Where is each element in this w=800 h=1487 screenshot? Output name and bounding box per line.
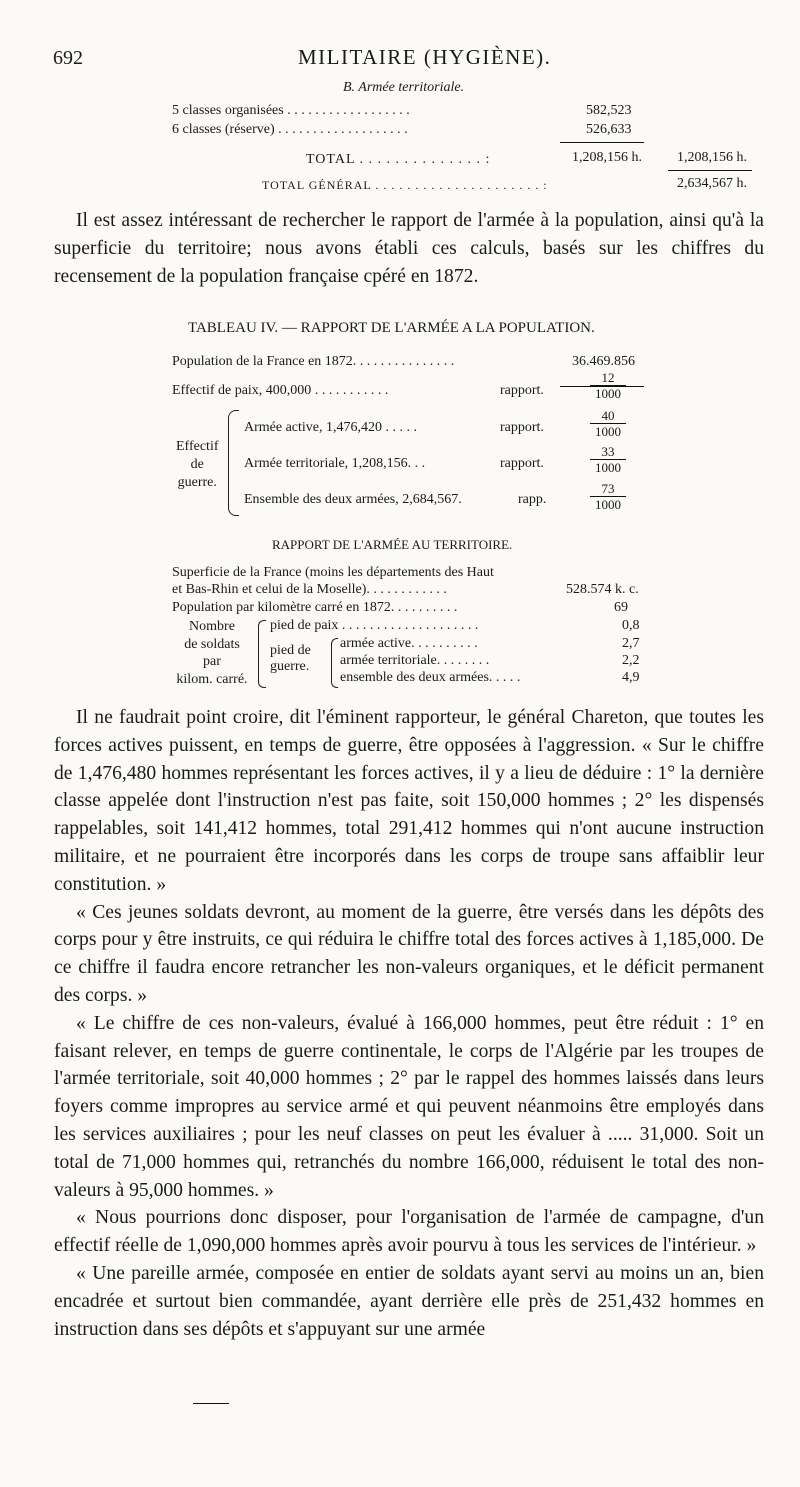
superficie-line2: et Bas-Rhin et celui de la Moselle). . . . . . . . . . . . bbox=[172, 582, 447, 597]
population-value: 36.469.856 bbox=[572, 354, 635, 369]
total-value-right: 1,208,156 h. bbox=[677, 150, 747, 165]
peace-rapport: rapport. bbox=[500, 383, 544, 398]
war-foot-brace bbox=[331, 638, 338, 688]
war-row-label: Armée territoriale, 1,208,156. . . bbox=[244, 456, 426, 471]
war-group-label: Effectif de guerre. bbox=[176, 439, 219, 490]
sum-rule bbox=[560, 142, 644, 143]
war-row-label: Armée active, 1,476,420 . . . . . bbox=[244, 420, 418, 435]
soldiers-brace bbox=[258, 620, 266, 688]
war-row-fraction: 33 1000 bbox=[590, 444, 626, 475]
war-row-label: Ensemble des deux armées, 2,684,567. bbox=[244, 492, 462, 507]
paragraph: « Nous pourrions donc disposer, pour l'organisation de l'armée de campagne, d'un effectif réelle de 1,090,000 hommes après avoir pourvu à tous les services de l'intérieur. » bbox=[54, 1207, 764, 1257]
paragraph: « Ces jeunes soldats devront, au moment de la guerre, être versés dans les dépôts des corps pour y être instruits, ce qui réduira le chiffre total des forces actives à 1,185,000. De ce chiffre il faudra encore retrancher les non-valeurs organiques, et le déficit permanent des corps. » bbox=[54, 901, 764, 1006]
peace-fraction: 12 1000 bbox=[590, 370, 626, 401]
total-value: 1,208,156 h. bbox=[572, 150, 642, 165]
war-foot-row-value: 4,9 bbox=[622, 670, 640, 685]
population-km-label: Population par kilomètre carré en 1872. . . . . . . . . . bbox=[172, 600, 458, 615]
soldiers-label: Nombre de soldats par kilom. carré. bbox=[176, 619, 248, 687]
population-km-value: 69 bbox=[614, 600, 628, 615]
paragraph: Il ne faudrait point croire, dit l'éminent rapporteur, le général Chareton, que toutes les forces actives puissent, en temps de guerre, être opposées à l'aggression. « Sur le chiffre de 1,476,480 hommes représentant les forces actives, il y a lieu de déduire : 1° la dernière classe appelée dont l'instruction n'est pas faite, soit 150,000 hommes ; 2° les dispensés rappelables, soit 141,412 hommes, total 291,412 hommes qui n'ont aucune instruction militaire, et ne pourraient être incorporés dans les corps de troupe sans affaiblir leur constitution. » bbox=[54, 707, 764, 895]
paragraph: « Le chiffre de ces non-valeurs, évalué à 166,000 hommes, peut être réduit : 1° en faisant relever, en temps de guerre continentale, le corps de l'Algérie par les troupes de l'armée territoriale, soit 40,000 hommes ; 2° par le rappel des hommes laissés dans leurs foyers comme impropres au service armé et qui peuvent néanmoins être employés dans les services auxiliaires ; pour les neuf classes on peut les évaluer à ..... 31,000. Soit un total de 71,000 hommes qui, retranchés du nombre 166,000, réduisent le total des non-valeurs à 95,000 hommes. » bbox=[54, 1012, 764, 1201]
war-foot-row-value: 2,7 bbox=[622, 636, 640, 651]
peace-label: Effectif de paix, 400,000 . . . . . . . . . . . bbox=[172, 383, 389, 398]
war-row-rapport: rapport. bbox=[500, 420, 544, 435]
footer-rule bbox=[193, 1403, 229, 1404]
war-foot-label: pied de guerre. bbox=[270, 643, 311, 674]
territory-title: RAPPORT DE L'ARMÉE AU TERRITOIRE. bbox=[272, 537, 513, 552]
main-text bbox=[54, 704, 764, 1343]
war-foot-row-label: armée active. . . . . . . . . . bbox=[340, 636, 478, 651]
war-row-rapport: rapport. bbox=[500, 456, 544, 471]
intro-paragraph: Il est assez intéressant de rechercher le rapport de l'armée à la population, ainsi qu'à la superficie du territoire; nous avons établi ces calculs, basés sur les chiffres du recensement de la population française cpéré en 1872. bbox=[54, 210, 764, 287]
war-row-rapport: rapp. bbox=[518, 492, 547, 507]
section-b-row-label: 6 classes (réserve) . . . . . . . . . . . . . . . . . . . bbox=[172, 122, 408, 137]
total-label: TOTAL . . . . . . . . . . . . . . : bbox=[306, 152, 491, 167]
running-head: MILITAIRE (HYGIÈNE). bbox=[298, 45, 552, 69]
war-row-fraction: 73 1000 bbox=[590, 481, 626, 512]
superficie-line1: Superficie de la France (moins les départements des Haut bbox=[172, 565, 494, 580]
war-foot-row-label: ensemble des deux armées. . . . . bbox=[340, 670, 521, 685]
peace-foot-value: 0,8 bbox=[622, 618, 640, 633]
page-number: 692 bbox=[53, 47, 83, 69]
peace-foot-label: pied de paix . . . . . . . . . . . . . . . . . . . . bbox=[270, 618, 479, 633]
tableau-title: TABLEAU IV. — RAPPORT DE L'ARMÉE A LA POPULATION. bbox=[188, 320, 595, 336]
section-b-row-label: 5 classes organisées . . . . . . . . . . . . . . . . . . bbox=[172, 103, 410, 118]
section-b-title: B. Armée territoriale. bbox=[343, 80, 465, 95]
grand-total-value: 2,634,567 h. bbox=[677, 176, 747, 191]
war-foot-row-label: armée territoriale. . . . . . . . bbox=[340, 653, 490, 668]
grand-total-label: TOTAL GÉNÉRAL . . . . . . . . . . . . . . . . . . . . . : bbox=[262, 178, 548, 192]
superficie-value: 528.574 k. c. bbox=[566, 582, 639, 597]
paragraph: « Une pareille armée, composée en entier de soldats ayant servi au moins un an, bien encadrée et surtout bien commandée, ayant derrière elle près de 251,432 hommes en instruction dans ses dépôts et s'appuyant sur une armée bbox=[54, 1262, 764, 1340]
sum-rule bbox=[668, 170, 752, 171]
section-b-row-value: 582,523 bbox=[586, 103, 632, 118]
section-b-row-value: 526,633 bbox=[586, 122, 632, 137]
war-row-fraction: 40 1000 bbox=[590, 408, 626, 439]
fraction-rule bbox=[560, 386, 644, 387]
population-label: Population de la France en 1872. . . . . . . . . . . . . . . bbox=[172, 354, 455, 369]
war-foot-row-value: 2,2 bbox=[622, 653, 640, 668]
war-group-brace bbox=[228, 410, 239, 516]
